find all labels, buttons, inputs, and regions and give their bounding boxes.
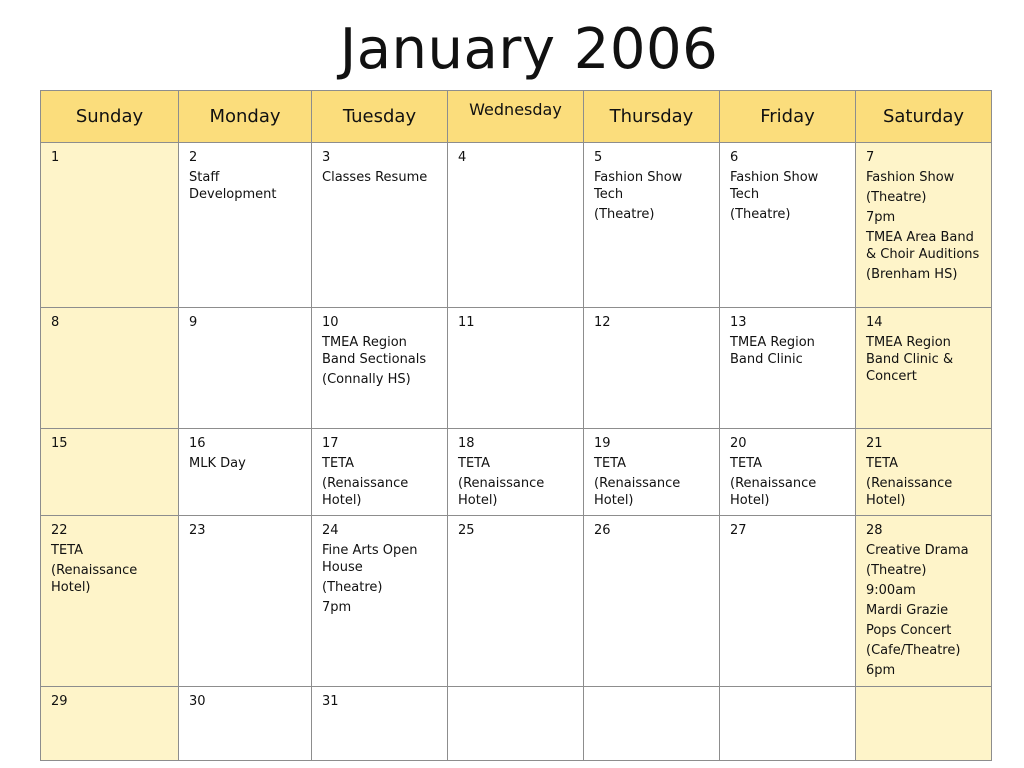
day-cell [448,687,584,761]
event-time: 9:00am [866,583,916,598]
day-cell [179,143,312,308]
event-location: (Brenham HS) [866,267,958,282]
event-text: TMEA Area Band & Choir Auditions [866,230,980,262]
day-number: 10 [322,315,339,330]
day-cell [856,687,992,761]
day-number: 23 [189,523,206,538]
day-cell [179,308,312,429]
day-number: 20 [730,436,747,451]
event-location: (Renaissance Hotel) [866,476,953,508]
day-number: 21 [866,436,883,451]
day-number: 2 [189,150,198,165]
day-cell [584,687,720,761]
event-location: (Theatre) [322,580,383,595]
week-row-1 [41,143,992,308]
weekday-header-friday: Friday [720,91,856,143]
day-cell [448,429,584,516]
event-location: (Connally HS) [322,372,411,387]
day-cell [41,516,179,687]
event-text: Pops Concert [866,623,952,638]
page-title: January 2006 [339,17,719,82]
event-time: 7pm [322,600,352,615]
day-cell [312,429,448,516]
day-number: 28 [866,523,883,538]
day-number: 17 [322,436,339,451]
day-cell [41,429,179,516]
day-number: 15 [51,436,68,451]
event-text: Creative Drama [866,543,969,558]
day-number: 30 [189,694,206,709]
day-number: 16 [189,436,206,451]
weekday-header-tuesday: Tuesday [312,91,448,143]
day-cell [41,308,179,429]
day-cell [720,308,856,429]
day-number: 5 [594,150,603,165]
week-row-5 [41,687,992,761]
day-number: 31 [322,694,339,709]
day-number: 25 [458,523,475,538]
event-text: Fashion Show [866,170,955,185]
event-location: (Renaissance Hotel) [322,476,409,508]
day-cell [312,308,448,429]
event-text: TETA [322,456,354,471]
event-text: TMEA Region Band Clinic [730,335,815,367]
day-number: 24 [322,523,339,538]
day-number: 4 [458,150,467,165]
event-location: (Renaissance Hotel) [730,476,817,508]
day-cell [856,429,992,516]
weekday-header-saturday: Saturday [856,91,992,143]
day-cell [41,687,179,761]
event-text: TETA [51,543,83,558]
event-text: Staff Development [189,170,277,202]
event-text: TETA [458,456,490,471]
event-location: (Theatre) [594,207,655,222]
event-location: (Renaissance Hotel) [51,563,138,595]
week-row-4 [41,516,992,687]
day-number: 1 [51,150,60,165]
weekday-header-sunday: Sunday [41,91,179,143]
week-row-2 [41,308,992,429]
day-cell [312,516,448,687]
event-text: MLK Day [189,456,246,471]
weekday-header-row [41,91,992,143]
event-time: 7pm [866,210,896,225]
day-number: 9 [189,315,198,330]
day-cell [179,516,312,687]
event-time: 6pm [866,663,896,678]
weekday-header-monday: Monday [179,91,312,143]
event-text: Classes Resume [322,170,428,185]
day-cell [720,516,856,687]
event-location: (Theatre) [866,190,927,205]
event-location: (Renaissance Hotel) [594,476,681,508]
day-cell [448,308,584,429]
day-number: 14 [866,315,883,330]
event-location: (Theatre) [866,563,927,578]
day-number: 11 [458,315,475,330]
day-cell [448,143,584,308]
day-cell [584,516,720,687]
weekday-header-thursday: Thursday [584,91,720,143]
event-text: Fashion Show Tech [594,170,683,202]
day-number: 7 [866,150,875,165]
event-text: TMEA Region Band Clinic & Concert [866,335,954,384]
day-cell [584,143,720,308]
day-number: 18 [458,436,475,451]
day-cell [584,308,720,429]
day-cell [856,308,992,429]
day-number: 19 [594,436,611,451]
day-cell [312,687,448,761]
day-cell [448,516,584,687]
day-number: 6 [730,150,739,165]
event-text: TMEA Region Band Sectionals [322,335,427,367]
day-cell [312,143,448,308]
day-cell [584,429,720,516]
day-cell [720,429,856,516]
event-text: Fashion Show Tech [730,170,819,202]
day-cell [856,516,992,687]
day-number: 12 [594,315,611,330]
calendar-table [40,90,992,761]
weekday-header-wednesday: Wednesday [448,91,584,143]
week-row-3 [41,429,992,516]
day-cell [41,143,179,308]
event-text: TETA [866,456,898,471]
day-number: 13 [730,315,747,330]
event-location: (Theatre) [730,207,791,222]
event-text: Mardi Grazie [866,603,949,618]
event-location: (Renaissance Hotel) [458,476,545,508]
day-cell [720,143,856,308]
day-number: 27 [730,523,747,538]
day-number: 8 [51,315,60,330]
event-text: TETA [594,456,626,471]
event-text: Fine Arts Open House [322,543,418,575]
day-cell [720,687,856,761]
event-text: TETA [730,456,762,471]
day-cell [179,687,312,761]
day-cell [179,429,312,516]
day-number: 3 [322,150,331,165]
day-number: 26 [594,523,611,538]
event-location: (Cafe/Theatre) [866,643,961,658]
day-cell [856,143,992,308]
day-number: 29 [51,694,68,709]
day-number: 22 [51,523,68,538]
